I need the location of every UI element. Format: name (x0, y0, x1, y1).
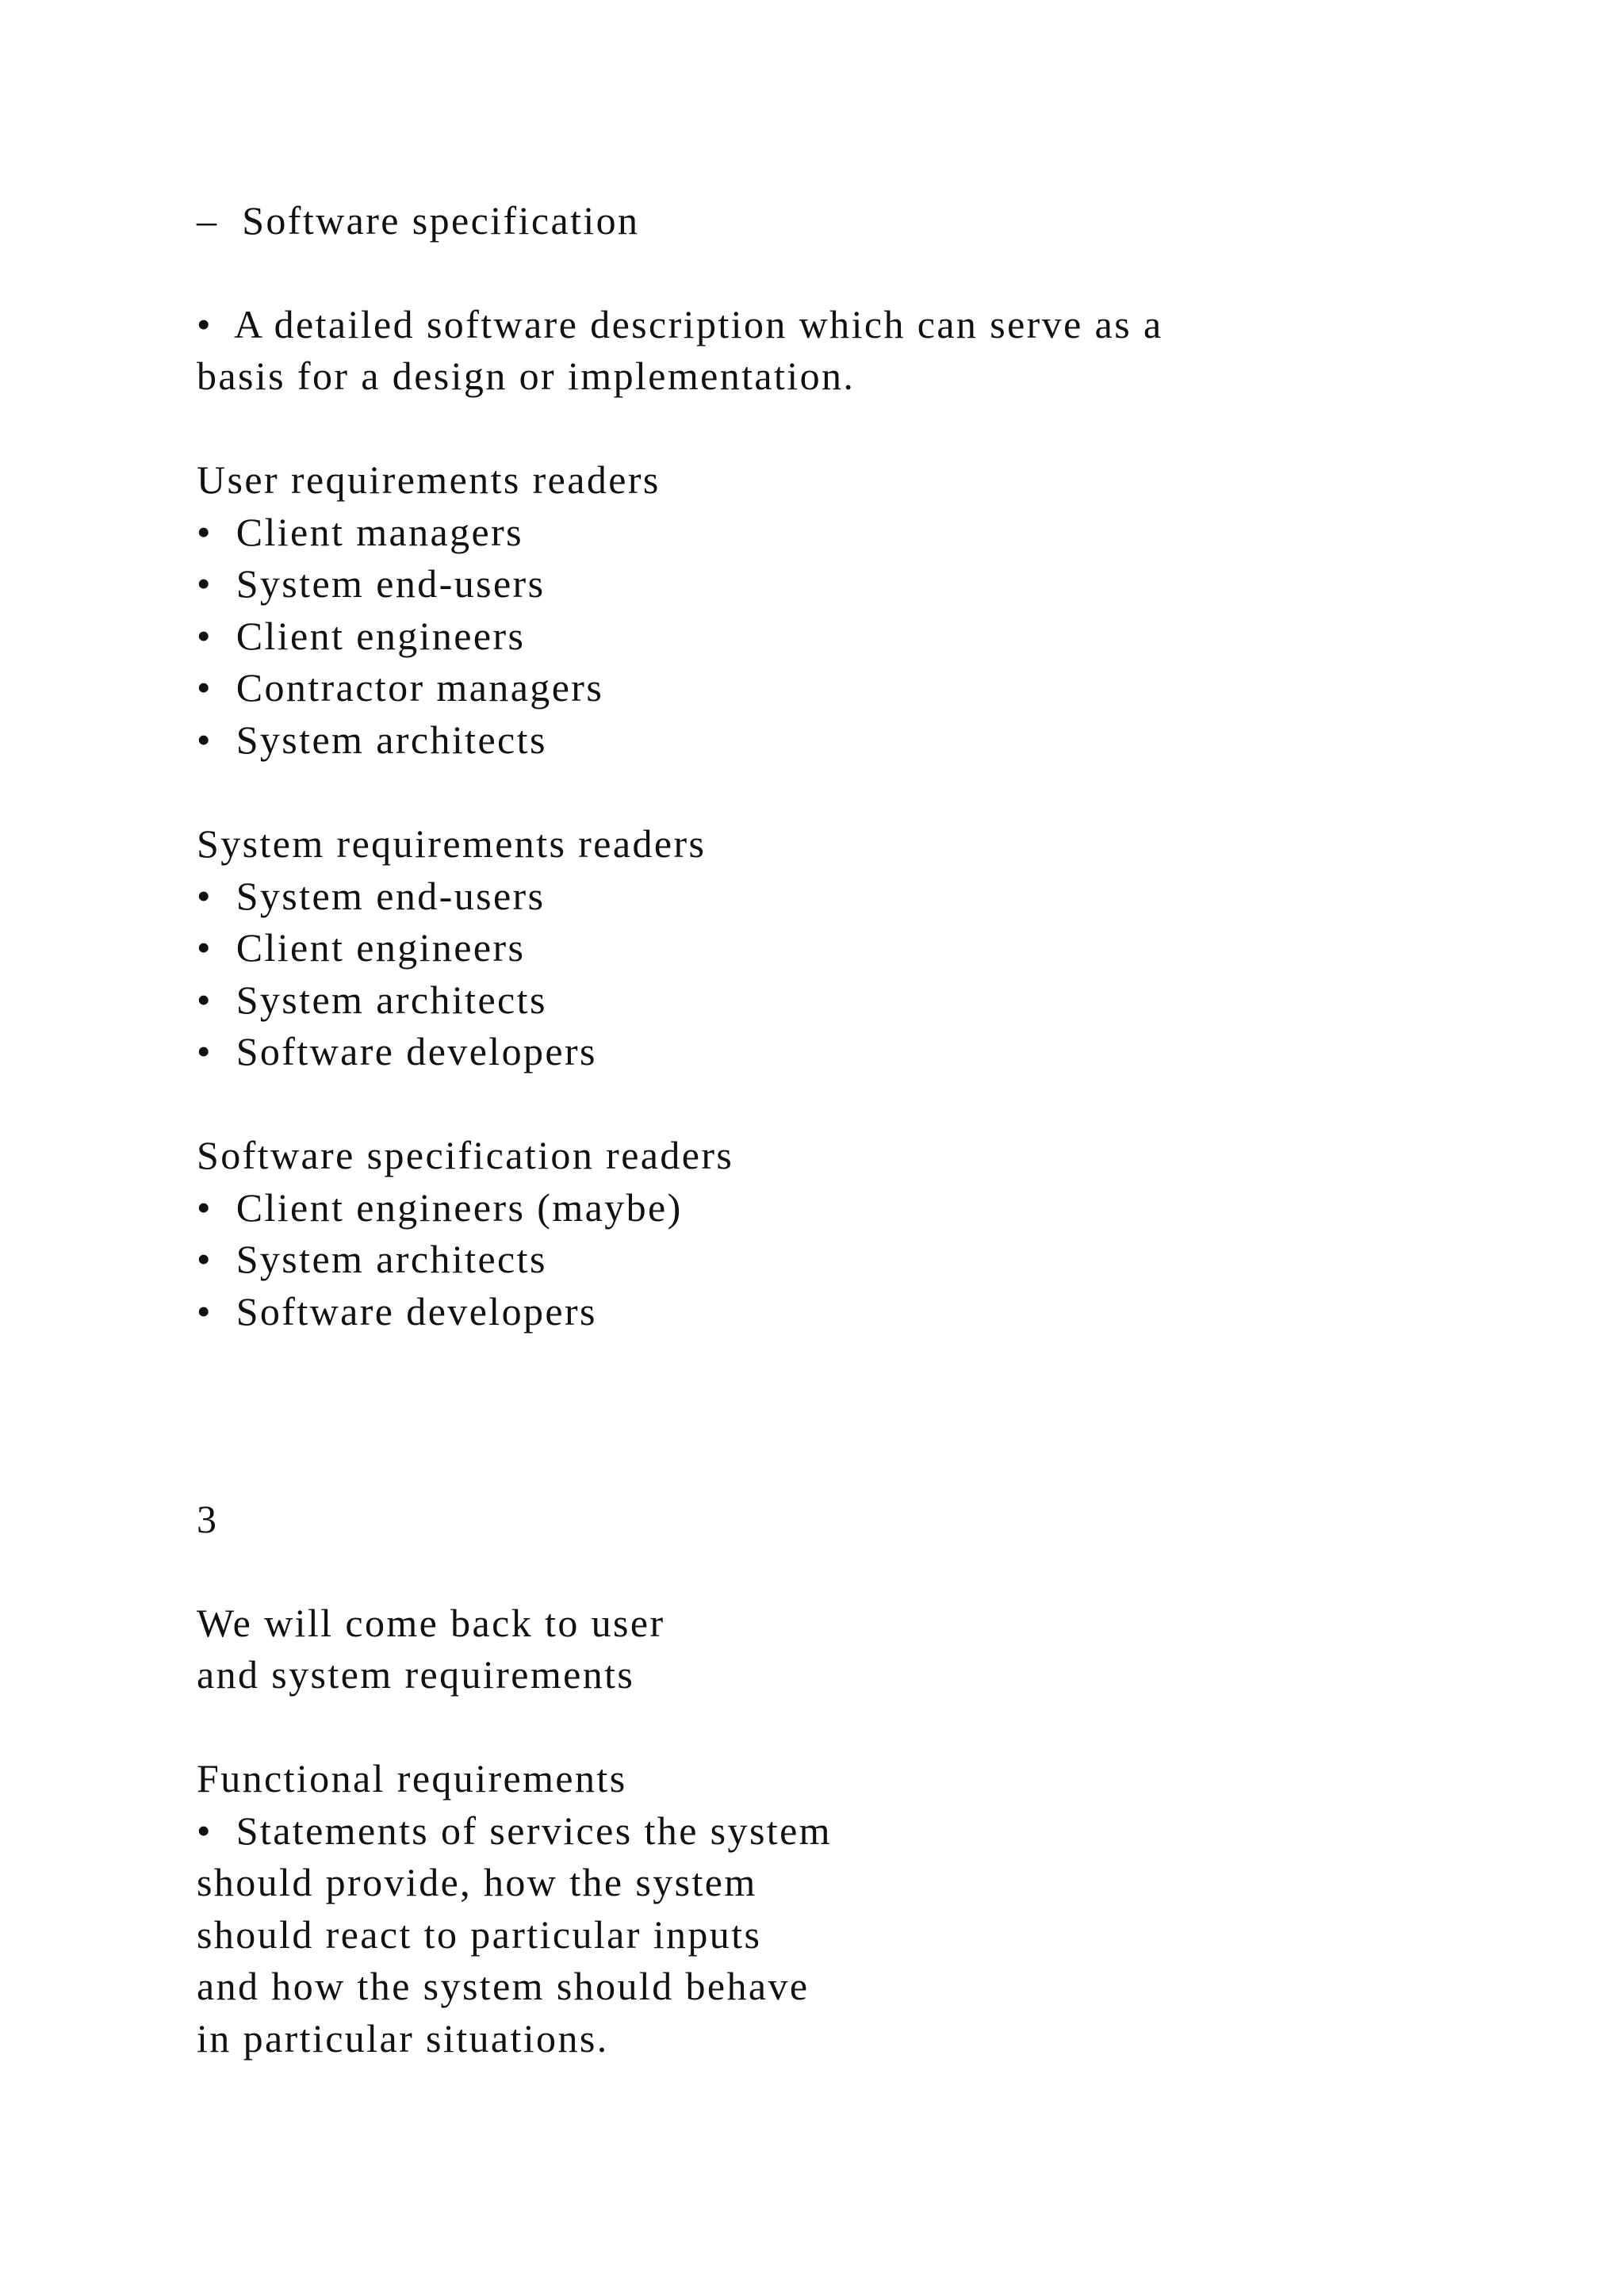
bullet-text: • Statements of services the system (197, 1808, 832, 1853)
list-item: • Client engineers (maybe) (197, 1185, 683, 1230)
list-item: • Software developers (197, 1289, 597, 1334)
heading-software-specification-readers: Software specification readers (197, 1133, 734, 1177)
list-item: • System architects (197, 978, 547, 1022)
list-item: • Client managers (197, 510, 523, 554)
list-item: • Client engineers (197, 614, 526, 658)
body-text: basis for a design or implementation. (197, 354, 856, 398)
page-number: 3 (197, 1497, 219, 1541)
list-item: • Software developers (197, 1029, 597, 1073)
section-heading-software-specification: – Software specification (197, 198, 640, 243)
body-text: We will come back to user (197, 1601, 665, 1645)
list-item: • System end-users (197, 874, 546, 918)
heading-functional-requirements: Functional requirements (197, 1756, 627, 1800)
body-text: in particular situations. (197, 2016, 609, 2061)
heading-system-requirements-readers: System requirements readers (197, 821, 707, 866)
list-item: • Client engineers (197, 925, 526, 970)
body-text: should react to particular inputs (197, 1912, 762, 1957)
bullet-text: • A detailed software description which can serve as a (197, 302, 1163, 346)
list-item: • System architects (197, 718, 547, 762)
body-text: and system requirements (197, 1652, 635, 1697)
list-item: • System end-users (197, 561, 546, 606)
list-item: • Contractor managers (197, 665, 604, 710)
list-item: • System architects (197, 1237, 547, 1281)
heading-user-requirements-readers: User requirements readers (197, 457, 661, 502)
body-text: should provide, how the system (197, 1860, 757, 1904)
body-text: and how the system should behave (197, 1964, 810, 2008)
